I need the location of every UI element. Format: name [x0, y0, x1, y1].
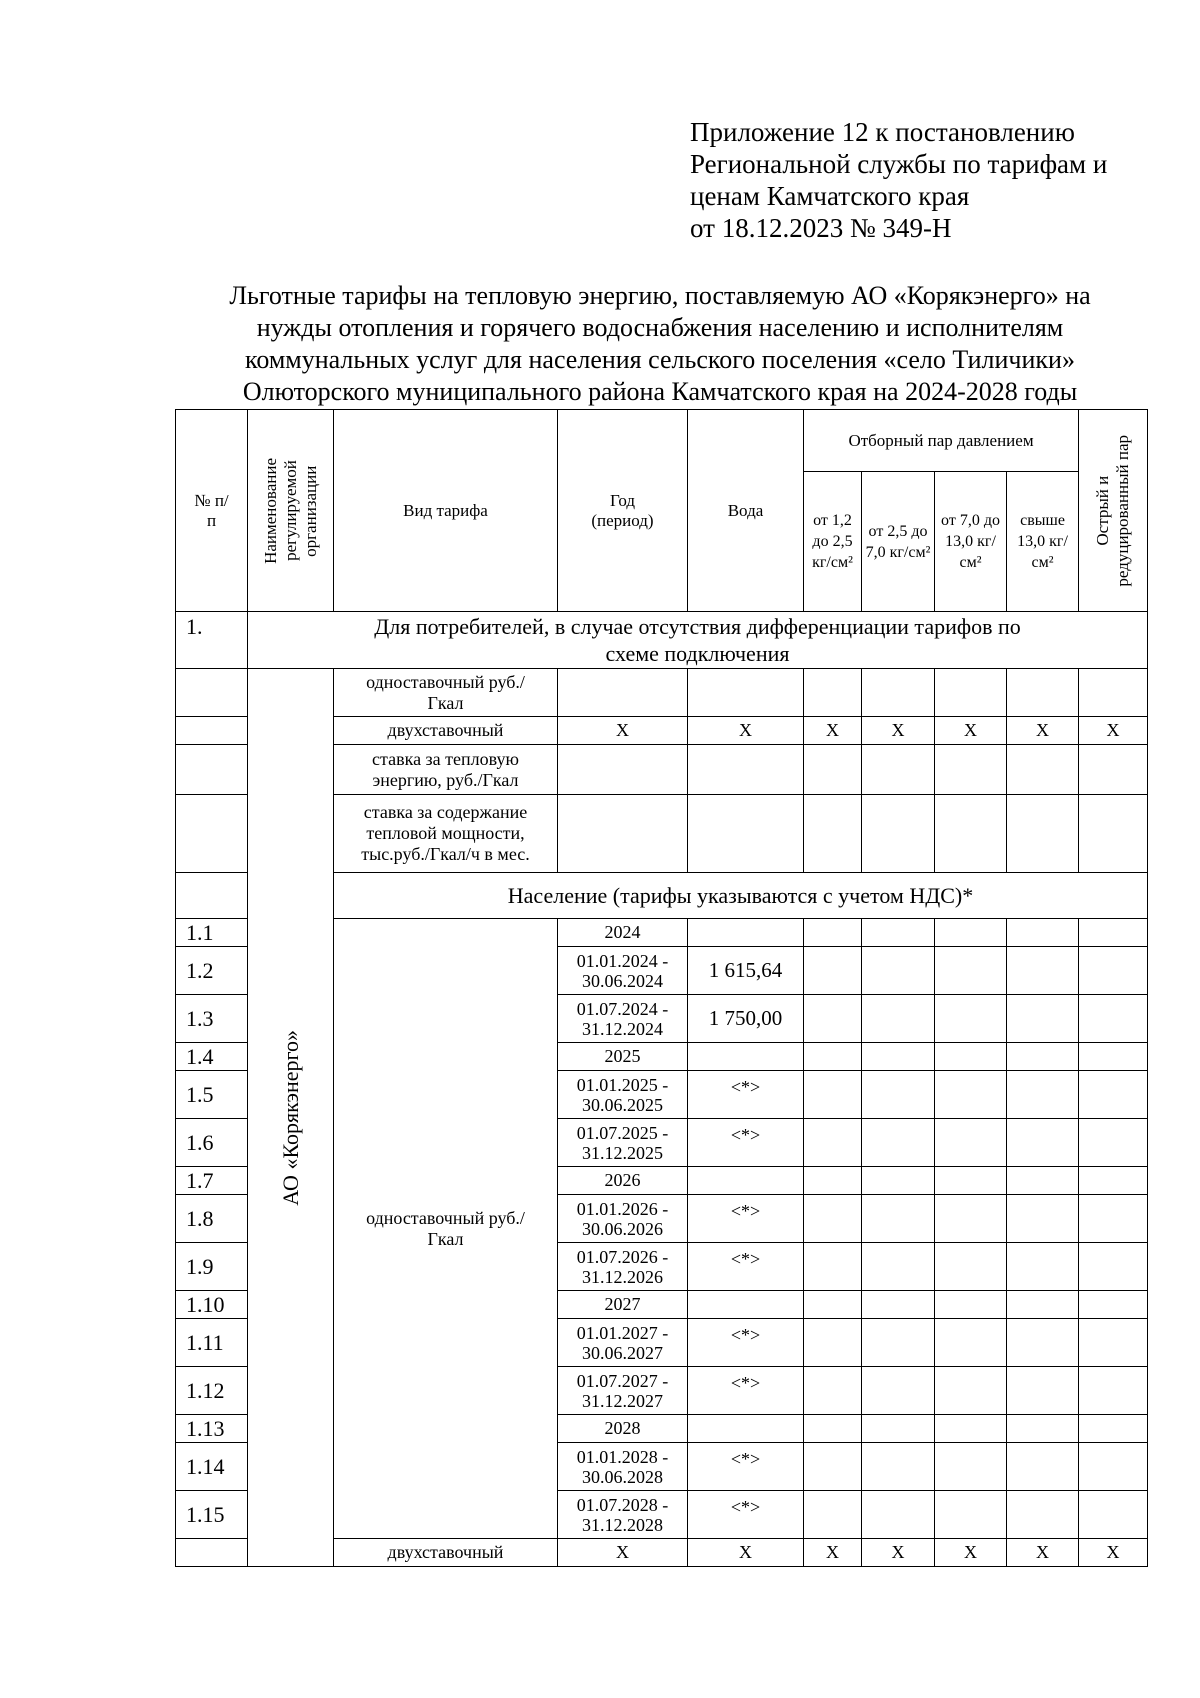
population-tariff: одноставочный руб./Гкал — [334, 919, 558, 1539]
row-period: 2026 — [558, 1167, 688, 1195]
cell-empty — [1007, 1415, 1079, 1443]
cell-empty — [804, 1043, 862, 1071]
cell-empty — [935, 1491, 1007, 1539]
row-num: 1.14 — [176, 1443, 248, 1491]
cell-empty — [1007, 1491, 1079, 1539]
cell-empty — [935, 669, 1007, 717]
cell-empty — [1007, 1243, 1079, 1291]
cell-empty — [804, 1367, 862, 1415]
cell-empty — [1007, 795, 1079, 873]
cell-empty — [1079, 1043, 1148, 1071]
cell-empty — [935, 919, 1007, 947]
cell-empty — [558, 669, 688, 717]
cell-empty — [935, 1195, 1007, 1243]
cell-empty — [1007, 1319, 1079, 1367]
x-mark: Х — [935, 1539, 1007, 1567]
cell-empty — [935, 1071, 1007, 1119]
cell-empty — [862, 795, 935, 873]
cell-empty — [935, 947, 1007, 995]
cell-empty — [1007, 1119, 1079, 1167]
cell-empty — [935, 1367, 1007, 1415]
row-period: 01.01.2027 - 30.06.2027 — [558, 1319, 688, 1367]
cell-empty — [862, 1491, 935, 1539]
row-num: 1.5 — [176, 1071, 248, 1119]
header-tariff-type: Вид тарифа — [334, 410, 558, 612]
appendix-line: от 18.12.2023 № 349-Н — [690, 213, 952, 243]
tariff-one-rate: одноставочный руб./Гкал — [334, 669, 558, 717]
cell-empty — [804, 1319, 862, 1367]
header-org-text: Наименование регулируемой организации — [260, 457, 320, 564]
cell-empty — [935, 1319, 1007, 1367]
x-mark: Х — [935, 717, 1007, 745]
cell-empty — [1007, 1043, 1079, 1071]
cell-empty — [804, 995, 862, 1043]
header-org — [248, 410, 334, 612]
cell-empty — [1079, 919, 1148, 947]
cell-empty — [935, 995, 1007, 1043]
x-mark: Х — [688, 717, 804, 745]
row-period: 2028 — [558, 1415, 688, 1443]
cell-empty — [862, 1367, 935, 1415]
cell-empty — [862, 1071, 935, 1119]
row-water-value: 1 615,64 — [688, 947, 804, 995]
row-period: 01.07.2027 - 31.12.2027 — [558, 1367, 688, 1415]
cell-empty — [804, 1491, 862, 1539]
cell-empty — [862, 1415, 935, 1443]
x-mark: Х — [1007, 1539, 1079, 1567]
cell-empty — [1079, 1071, 1148, 1119]
cell-empty — [935, 1291, 1007, 1319]
row-num: 1.13 — [176, 1415, 248, 1443]
tariff-table — [175, 409, 1148, 1567]
cell-empty — [804, 745, 862, 795]
row-period: 01.07.2028 - 31.12.2028 — [558, 1491, 688, 1539]
cell-empty — [1007, 1367, 1079, 1415]
cell-empty — [176, 1539, 248, 1567]
cell-empty — [176, 873, 248, 919]
cell-empty — [935, 1167, 1007, 1195]
x-mark: Х — [804, 1539, 862, 1567]
header-steam-2: от 2,5 до 7,0 кг/см² — [862, 472, 935, 612]
cell-empty — [804, 795, 862, 873]
cell-empty — [935, 1415, 1007, 1443]
x-mark: Х — [1079, 717, 1148, 745]
cell-empty — [1007, 669, 1079, 717]
title-line: нужды отопления и горячего водоснабжения населению и исполнителям — [256, 313, 1064, 342]
cell-empty — [862, 745, 935, 795]
cell-empty — [688, 795, 804, 873]
title-line: Льготные тарифы на тепловую энергию, поставляемую АО «Корякэнерго» на — [229, 281, 1091, 310]
header-steam-4: свыше 13,0 кг/см² — [1007, 472, 1079, 612]
cell-empty — [804, 1071, 862, 1119]
cell-empty — [1007, 1071, 1079, 1119]
x-mark: Х — [862, 1539, 935, 1567]
row-water-value: <*> — [688, 1443, 804, 1491]
row-water-value: <*> — [688, 1119, 804, 1167]
cell-empty — [1079, 1319, 1148, 1367]
row-water-value: 1 750,00 — [688, 995, 804, 1043]
tariff-two-rate: двухставочный — [334, 1539, 558, 1567]
row-num: 1.11 — [176, 1319, 248, 1367]
cell-empty — [1079, 1291, 1148, 1319]
row-period: 01.07.2025 - 31.12.2025 — [558, 1119, 688, 1167]
cell-empty — [1079, 1243, 1148, 1291]
cell-empty — [1079, 745, 1148, 795]
cell-empty — [1007, 1195, 1079, 1243]
cell-empty — [862, 1319, 935, 1367]
org-name-cell — [248, 669, 334, 1567]
cell-empty — [1079, 1491, 1148, 1539]
cell-empty — [804, 1243, 862, 1291]
cell-empty — [1007, 947, 1079, 995]
cell-empty — [862, 1119, 935, 1167]
cell-empty — [804, 1119, 862, 1167]
row-num: 1.4 — [176, 1043, 248, 1071]
row-period: 2025 — [558, 1043, 688, 1071]
cell-empty — [1079, 1367, 1148, 1415]
cell-empty — [804, 1415, 862, 1443]
row-period: 01.01.2025 - 30.06.2025 — [558, 1071, 688, 1119]
cell-empty — [1007, 745, 1079, 795]
cell-empty — [862, 1195, 935, 1243]
cell-empty — [1079, 669, 1148, 717]
org-name: АО «Корякэнерго» — [277, 1029, 303, 1206]
x-mark: Х — [804, 717, 862, 745]
cell-empty — [935, 1443, 1007, 1491]
tariff-capacity-rate: ставка за содержание тепловой мощности, тыс.руб./Гкал/ч в мес. — [334, 795, 558, 873]
row-period: 2024 — [558, 919, 688, 947]
header-steam-3: от 7,0 до 13,0 кг/см² — [935, 472, 1007, 612]
cell-empty — [688, 669, 804, 717]
row-num: 1.6 — [176, 1119, 248, 1167]
cell-empty — [862, 947, 935, 995]
row-num: 1.2 — [176, 947, 248, 995]
row-water-value: <*> — [688, 1367, 804, 1415]
cell-empty — [176, 795, 248, 873]
row-num: 1.3 — [176, 995, 248, 1043]
cell-empty — [176, 717, 248, 745]
cell-empty — [862, 1043, 935, 1071]
cell-empty — [804, 947, 862, 995]
cell-empty — [862, 669, 935, 717]
appendix-line: Приложение 12 к постановлению — [690, 117, 1075, 147]
header-steam-1: от 1,2 до 2,5 кг/см² — [804, 472, 862, 612]
cell-empty — [1007, 1167, 1079, 1195]
cell-empty — [935, 1243, 1007, 1291]
appendix-reference — [690, 116, 1160, 244]
header-sharp-steam-text: Острый и редуцированный пар — [1093, 434, 1133, 587]
header-num: № п/п — [176, 410, 248, 612]
row-water-value: <*> — [688, 1243, 804, 1291]
row-period: 2027 — [558, 1291, 688, 1319]
header-sharp-steam — [1079, 410, 1148, 612]
cell-empty — [935, 1043, 1007, 1071]
title-line: коммунальных услуг для населения сельского поселения «село Тиличики» — [245, 345, 1075, 374]
row-num: 1.10 — [176, 1291, 248, 1319]
row-water-value: <*> — [688, 1071, 804, 1119]
row-period: 01.01.2024 - 30.06.2024 — [558, 947, 688, 995]
x-mark: Х — [1079, 1539, 1148, 1567]
population-header: Население (тарифы указываются с учетом НДС)* — [334, 873, 1148, 919]
cell-empty — [688, 745, 804, 795]
cell-empty — [1079, 1415, 1148, 1443]
cell-empty — [935, 745, 1007, 795]
tariff-energy-rate: ставка за тепловую энергию, руб./Гкал — [334, 745, 558, 795]
cell-empty — [862, 1443, 935, 1491]
cell-empty — [862, 995, 935, 1043]
cell-empty — [1079, 1443, 1148, 1491]
cell-empty — [558, 745, 688, 795]
x-mark: Х — [1007, 717, 1079, 745]
cell-empty — [935, 1119, 1007, 1167]
row-num: 1.8 — [176, 1195, 248, 1243]
cell-empty — [862, 919, 935, 947]
header-period: Год (период) — [558, 410, 688, 612]
cell-empty — [1007, 919, 1079, 947]
header-steam-group: Отборный пар давлением — [804, 410, 1079, 472]
cell-empty — [862, 1243, 935, 1291]
row-num: 1.12 — [176, 1367, 248, 1415]
cell-empty — [862, 1167, 935, 1195]
section-num: 1. — [176, 612, 248, 669]
cell-empty — [176, 669, 248, 717]
cell-empty — [1007, 1291, 1079, 1319]
cell-empty — [1007, 995, 1079, 1043]
row-water-value — [688, 1167, 804, 1195]
cell-empty — [804, 919, 862, 947]
title-line: Олюторского муниципального района Камчатского края на 2024-2028 годы — [242, 377, 1078, 406]
row-num: 1.15 — [176, 1491, 248, 1539]
appendix-line: ценам Камчатского края — [690, 181, 970, 211]
x-mark: Х — [558, 1539, 688, 1567]
x-mark: Х — [558, 717, 688, 745]
x-mark: Х — [688, 1539, 804, 1567]
cell-empty — [1079, 1195, 1148, 1243]
cell-empty — [558, 795, 688, 873]
appendix-line: Региональной службы по тарифам и — [690, 149, 1108, 179]
row-water-value: <*> — [688, 1319, 804, 1367]
cell-empty — [1079, 995, 1148, 1043]
section-title: Для потребителей, в случае отсутствия дифференциации тарифов по схеме подключения — [248, 612, 1148, 669]
x-mark: Х — [862, 717, 935, 745]
cell-empty — [176, 745, 248, 795]
row-num: 1.1 — [176, 919, 248, 947]
row-water-value — [688, 919, 804, 947]
row-water-value: <*> — [688, 1195, 804, 1243]
row-period: 01.01.2026 - 30.06.2026 — [558, 1195, 688, 1243]
cell-empty — [862, 1291, 935, 1319]
cell-empty — [1079, 947, 1148, 995]
cell-empty — [1079, 1119, 1148, 1167]
cell-empty — [1079, 795, 1148, 873]
document-title — [160, 280, 1160, 408]
tariff-two-rate: двухставочный — [334, 717, 558, 745]
cell-empty — [804, 669, 862, 717]
cell-empty — [804, 1167, 862, 1195]
row-period: 01.07.2024 - 31.12.2024 — [558, 995, 688, 1043]
cell-empty — [804, 1443, 862, 1491]
row-water-value — [688, 1415, 804, 1443]
row-period: 01.01.2028 - 30.06.2028 — [558, 1443, 688, 1491]
row-water-value — [688, 1291, 804, 1319]
cell-empty — [804, 1195, 862, 1243]
row-period: 01.07.2026 - 31.12.2026 — [558, 1243, 688, 1291]
cell-empty — [935, 795, 1007, 873]
row-num: 1.7 — [176, 1167, 248, 1195]
cell-empty — [1007, 1443, 1079, 1491]
row-num: 1.9 — [176, 1243, 248, 1291]
cell-empty — [1079, 1167, 1148, 1195]
cell-empty — [804, 1291, 862, 1319]
row-water-value — [688, 1043, 804, 1071]
header-water: Вода — [688, 410, 804, 612]
row-water-value: <*> — [688, 1491, 804, 1539]
